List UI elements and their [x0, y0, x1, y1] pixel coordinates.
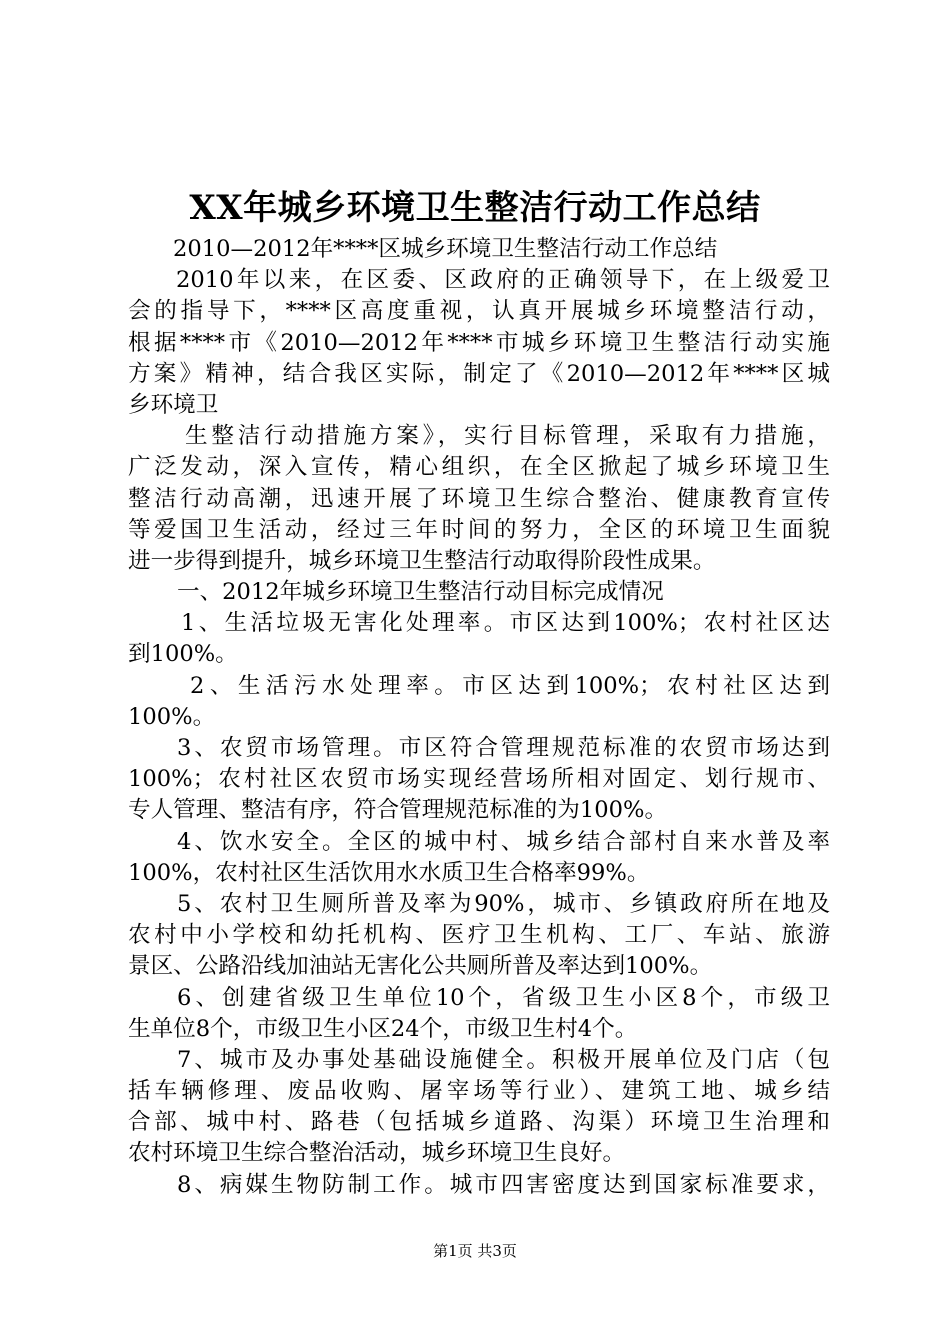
- body-line: 2010—2012年****区城乡环境卫生整洁行动工作总结: [173, 236, 718, 262]
- body-line: 会的指导下，****区高度重视，认真开展城乡环境整洁行动，: [128, 298, 830, 325]
- body-line: 1、生活垃圾无害化处理率。市区达到100%；农村社区达: [181, 610, 830, 637]
- page-footer: [0, 1240, 950, 1262]
- body-line: 专人管理、整洁有序，符合管理规范标准的为100%。: [128, 797, 668, 824]
- body-line: 景区、公路沿线加油站无害化公共厕所普及率达到100%。: [128, 953, 713, 980]
- body-line: 生整洁行动措施方案》，实行目标管理，采取有力措施，: [185, 423, 830, 450]
- section-heading: 一、2012年城乡环境卫生整洁行动目标完成情况: [177, 579, 664, 606]
- body-line: 等爱国卫生活动，经过三年时间的努力，全区的环境卫生面貌: [128, 516, 830, 543]
- body-line: 生单位8个，市级卫生小区24个，市级卫生村4个。: [128, 1015, 638, 1042]
- body-line: 6、创建省级卫生单位10个，省级卫生小区8个，市级卫: [177, 984, 830, 1011]
- body-line: 进一步得到提升，城乡环境卫生整洁行动取得阶段性成果。: [128, 547, 716, 574]
- body-line: 方案》精神，结合我区实际，制定了《2010—2012年****区城: [128, 360, 830, 387]
- body-line: 2、生活污水处理率。市区达到100%；农村社区达到: [190, 672, 830, 699]
- body-line: 根据****市《2010—2012年****市城乡环境卫生整洁行动实施: [128, 329, 830, 356]
- body-line: 3、农贸市场管理。市区符合管理规范标准的农贸市场达到: [177, 735, 830, 761]
- body-line: 合部、城中村、路巷（包括城乡道路、沟渠）环境卫生治理和: [128, 1109, 830, 1136]
- body-line: 到100%。: [128, 641, 238, 668]
- body-line: 乡环境卫: [128, 391, 219, 418]
- body-line: 100%，农村社区生活饮用水水质卫生合格率99%。: [128, 859, 650, 886]
- body-line: 5、农村卫生厕所普及率为90%，城市、乡镇政府所在地及: [177, 890, 830, 917]
- body-line: 4、饮水安全。全区的城中村、城乡结合部村自来水普及率: [177, 828, 830, 855]
- body-line: 广泛发动，深入宣传，精心组织，在全区掀起了城乡环境卫生: [128, 454, 830, 481]
- body-line: 7、城市及办事处基础设施健全。积极开展单位及门店（包: [177, 1046, 830, 1073]
- body-line: 8、病媒生物防制工作。城市四害密度达到国家标准要求，: [177, 1171, 830, 1198]
- document-title: XX年城乡环境卫生整洁行动工作总结: [189, 188, 761, 228]
- body-line: 100%；农村社区农贸市场实现经营场所相对固定、划行规市、: [128, 766, 830, 793]
- body-line: 农村中小学校和幼托机构、医疗卫生机构、工厂、车站、旅游: [128, 922, 830, 949]
- page-number: 第1页 共3页: [433, 1242, 517, 1260]
- body-line: 括车辆修理、废品收购、屠宰场等行业）、建筑工地、城乡结: [128, 1078, 830, 1105]
- body-line: 整洁行动高潮，迅速开展了环境卫生综合整治、健康教育宣传: [128, 485, 830, 512]
- document-body: [128, 234, 830, 1201]
- body-line: 农村环境卫生综合整治活动，城乡环境卫生良好。: [128, 1140, 626, 1167]
- body-line: 100%。: [128, 703, 216, 730]
- body-line: 2010年以来，在区委、区政府的正确领导下，在上级爱卫: [176, 267, 830, 294]
